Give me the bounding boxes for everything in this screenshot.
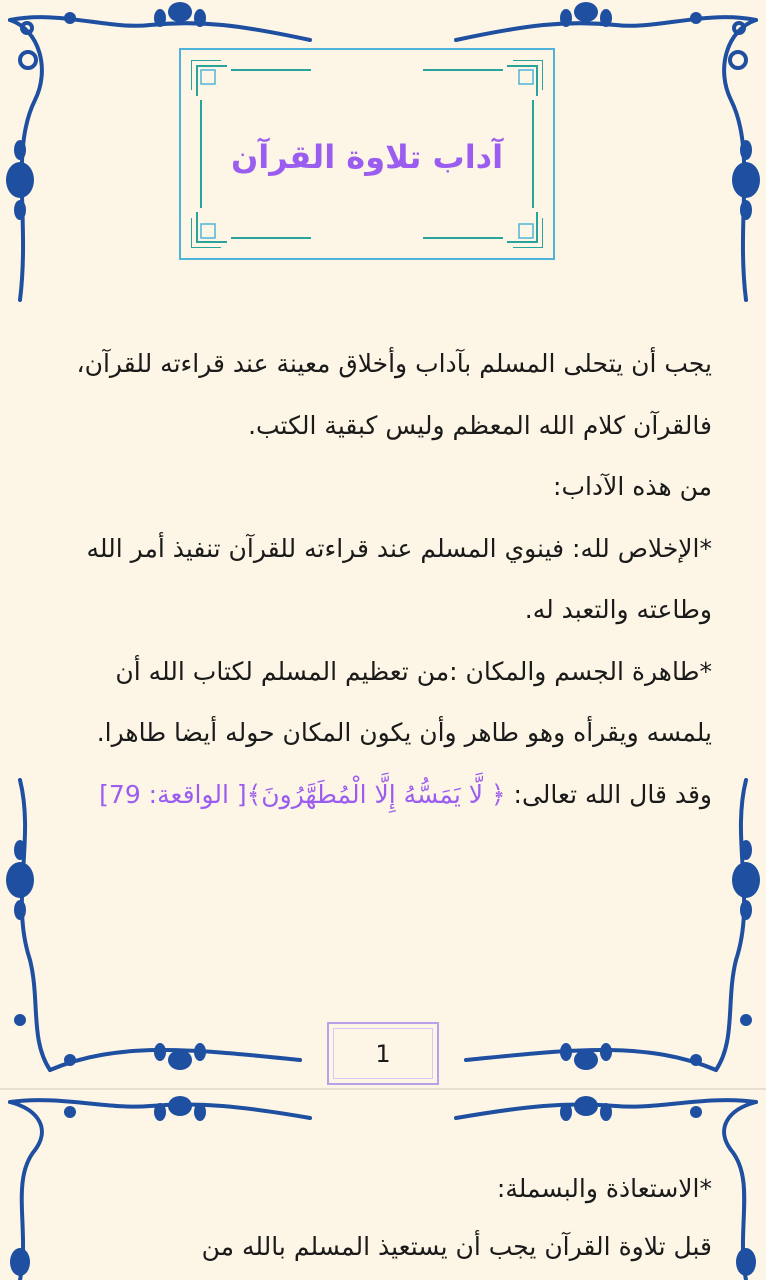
page-number-box — [327, 1022, 439, 1085]
paragraph: قبل تلاوة القرآن يجب أن يستعيذ المسلم بالله من — [201, 1232, 712, 1261]
verse-paragraph — [62, 764, 712, 826]
quran-verse: ﴿ لَّا يَمَسُّهُ إِلَّا الْمُطَهَّرُونَ﴾[ الواقعة: 79] — [99, 779, 506, 809]
article-body — [62, 333, 712, 825]
page-title: آداب تلاوة القرآن — [230, 138, 504, 176]
page-2 — [0, 1090, 766, 1280]
page-number-frame — [333, 1028, 433, 1079]
title-frame — [179, 48, 555, 260]
paragraph: *الإخلاص لله: فينوي المسلم عند قراءته للقرآن تنفيذ أمر الله وطاعته والتعبد له. — [86, 533, 712, 624]
verse-intro: وقد قال الله تعالى: — [505, 779, 712, 809]
paragraph: *الاستعاذة والبسملة: — [496, 1174, 712, 1203]
paragraph: *طاهرة الجسم والمكان :من تعظيم المسلم لكتاب الله أن يلمسه ويقرأه وهو طاهر وأن يكون المكان حوله أيضا طاهرا. — [96, 656, 712, 747]
paragraph: يجب أن يتحلى المسلم بآداب وأخلاق معينة عند قراءته للقرآن، فالقرآن كلام الله المعظم وليس كبقية الكتب. — [76, 349, 712, 440]
paragraph: من هذه الآداب: — [553, 472, 712, 501]
page-number: 1 — [375, 1039, 391, 1068]
article-body-continued — [62, 1160, 712, 1276]
